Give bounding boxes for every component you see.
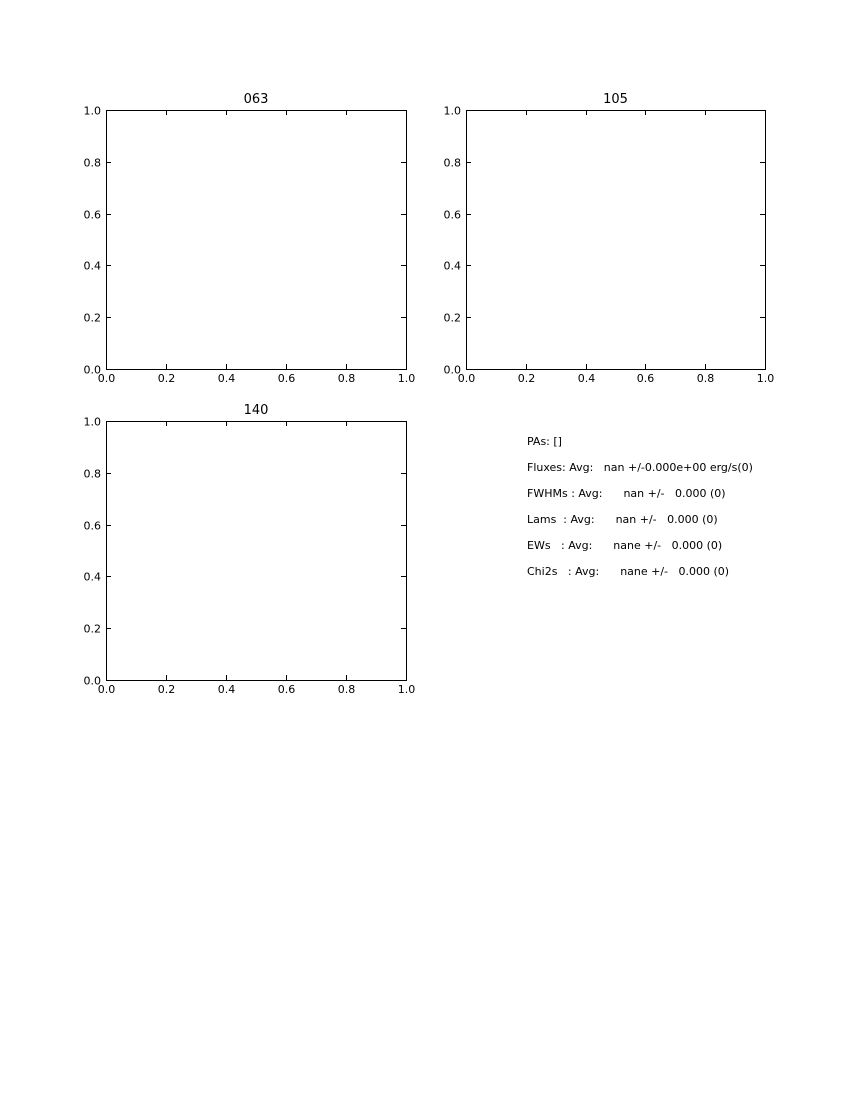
y-tick-label: 0.0 [83, 674, 101, 688]
stats-line: Chi2s : Avg: nane +/- 0.000 (0) [527, 565, 730, 578]
x-tick-label: 0.6 [277, 372, 296, 385]
y-tick-label: 0.8 [83, 156, 101, 170]
y-tick-label: 1.0 [83, 415, 101, 429]
axes-panel-1 [444, 92, 775, 385]
x-tick-label: 0.0 [97, 372, 116, 385]
x-tick-label: 0.6 [636, 372, 655, 385]
stats-line: Lams : Avg: nan +/- 0.000 (0) [527, 513, 718, 526]
x-tick-label: 0.2 [517, 372, 536, 385]
y-tick-label: 0.2 [443, 311, 461, 325]
y-tick-label: 0.2 [83, 311, 101, 325]
y-tick-label: 0.6 [83, 208, 101, 222]
x-tick-label: 0.2 [157, 372, 176, 385]
x-tick-label: 0.0 [97, 683, 116, 696]
x-tick-label: 0.8 [337, 372, 356, 385]
y-tick-label: 1.0 [83, 104, 101, 118]
x-tick-label: 1.0 [397, 372, 416, 385]
panel-title: 105 [603, 92, 628, 107]
y-tick-label: 0.0 [443, 363, 461, 377]
y-tick-label: 0.0 [83, 363, 101, 377]
stats-line: PAs: [] [527, 435, 562, 448]
y-tick-label: 0.8 [443, 156, 461, 170]
axes-panel-2 [84, 403, 416, 696]
axes-frame [107, 422, 407, 681]
axes-panel-0 [84, 92, 416, 385]
axes-frame [107, 111, 407, 370]
x-tick-label: 0.0 [457, 372, 476, 385]
x-tick-label: 0.6 [277, 683, 296, 696]
y-tick-label: 0.6 [83, 519, 101, 533]
x-tick-label: 1.0 [397, 683, 416, 696]
stats-line: FWHMs : Avg: nan +/- 0.000 (0) [527, 487, 726, 500]
y-tick-label: 0.4 [83, 570, 101, 584]
x-tick-label: 0.8 [337, 683, 356, 696]
y-tick-label: 0.6 [443, 208, 461, 222]
stats-text-block [527, 435, 753, 578]
panel-title: 063 [243, 92, 269, 107]
x-tick-label: 0.4 [577, 372, 596, 385]
x-tick-label: 1.0 [756, 372, 775, 385]
x-tick-label: 0.4 [217, 683, 236, 696]
y-tick-label: 0.2 [83, 622, 101, 636]
y-tick-label: 0.8 [83, 467, 101, 481]
x-tick-label: 0.8 [696, 372, 715, 385]
axes-frame [467, 111, 766, 370]
x-tick-label: 0.2 [157, 683, 176, 696]
stats-line: EWs : Avg: nane +/- 0.000 (0) [527, 539, 723, 552]
y-tick-label: 0.4 [443, 259, 461, 273]
x-tick-label: 0.4 [217, 372, 236, 385]
panels [84, 92, 775, 696]
panel-title: 140 [243, 403, 269, 418]
y-tick-label: 1.0 [443, 104, 461, 118]
y-tick-label: 0.4 [83, 259, 101, 273]
stats-line: Fluxes: Avg: nan +/-0.000e+00 erg/s(0) [527, 461, 753, 474]
